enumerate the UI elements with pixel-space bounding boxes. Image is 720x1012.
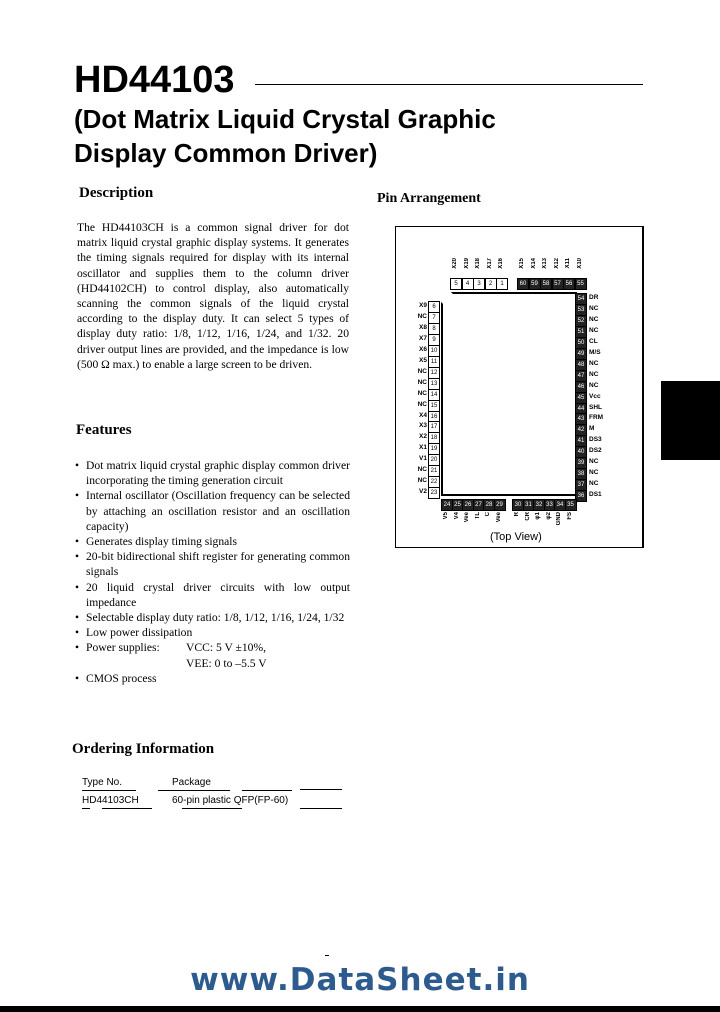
pin-box: 2 (485, 278, 497, 290)
pin-label: NC (417, 312, 427, 320)
page-subtitle (74, 102, 496, 170)
pin-box: 42 (575, 424, 587, 436)
pin-box: 29 (494, 499, 506, 511)
pin-box: 6 (428, 301, 440, 313)
pin-label: M (589, 425, 595, 433)
pin-box: 21 (428, 465, 440, 477)
feature-item-power (75, 640, 350, 670)
pin-box: 18 (428, 432, 440, 444)
pin-label: NC (589, 315, 599, 323)
pin-label: Vee (464, 512, 470, 523)
pin-label: DS1 (589, 491, 602, 499)
pin-label: V1 (419, 455, 427, 463)
pin-label: NC (417, 378, 427, 386)
pin-label: DR (589, 294, 599, 301)
description-heading: Description (79, 185, 154, 201)
vcc-spec: VCC: 5 V ±10%, (186, 641, 267, 655)
pin-box: 12 (428, 367, 440, 379)
title-rule-divider (255, 84, 643, 85)
pin-box: 44 (575, 403, 587, 415)
pin-box: 45 (575, 392, 587, 404)
pin-arrangement-heading: Pin Arrangement (377, 191, 481, 206)
pin-label: NC (589, 326, 599, 334)
column-header-package: Package (172, 777, 211, 788)
pin-box: 43 (575, 413, 587, 425)
pin-box: 59 (529, 278, 541, 290)
feature-item: • 20 liquid crystal driver circuits with low output impedance (75, 580, 350, 610)
pin-box: 4 (462, 278, 474, 290)
pin-label: X18 (475, 258, 481, 269)
pin-label: NC (417, 367, 427, 375)
features-list (75, 458, 350, 686)
pin-box: 48 (575, 359, 587, 371)
pin-box: 19 (428, 443, 440, 455)
dash-mark (325, 955, 329, 956)
pin-label: V2 (419, 488, 427, 496)
pin-box: 3 (473, 278, 485, 290)
pin-label: C (485, 512, 491, 517)
pin-label: X12 (553, 258, 560, 269)
pin-label: NC (417, 466, 427, 474)
pin-label: X3 (419, 422, 427, 430)
pin-label: GND (556, 512, 562, 526)
pin-box: 35 (565, 499, 577, 511)
pin-box: 25 (452, 499, 464, 511)
pin-box: 47 (575, 370, 587, 382)
feature-item: • Selectable display duty ratio: 1/8, 1/12, 1/16, 1/24, 1/32 (75, 610, 350, 625)
pin-label: NC (589, 304, 599, 312)
pin-box: 24 (441, 499, 453, 511)
pin-box: 41 (575, 435, 587, 447)
pin-box: 7 (428, 312, 440, 324)
pin-label: X10 (576, 258, 583, 269)
description-text: The HD44103CH is a common signal driver for dot matrix liquid crystal graphic display systems. It generates the timing signals required for display with its internal oscillator and supplies them to the column driver (HD44102CH) to control display, also automatically scanning the common signals of the liquid crystal according to the display duty. It can select 5 types of display duty ratio: 1/8, 1/12, 1/16, 1/24, and 1/32. 20 driver output lines are provided, and the impedance is low (500 Ω max.) to enable a large screen to be driven. (77, 221, 349, 371)
pin-box: 13 (428, 378, 440, 390)
pin-label: R (514, 512, 520, 517)
pin-label: NC (589, 359, 599, 367)
pin-box: 26 (462, 499, 474, 511)
pin-label: DS3 (589, 436, 602, 444)
pin-label: FRM (589, 414, 604, 422)
pin-label: CL (589, 337, 598, 345)
pin-box: 1 (496, 278, 508, 290)
pin-label: X15 (519, 258, 525, 269)
pin-box: 49 (575, 348, 587, 360)
pin-box: 27 (473, 499, 485, 511)
pin-box: 30 (512, 499, 524, 511)
pin-label: NC (589, 480, 599, 488)
pin-box: 39 (575, 457, 587, 469)
pin-label: M/S (589, 348, 601, 356)
pin-label: NC (417, 400, 427, 408)
pin-label: X17 (486, 258, 493, 269)
pin-label: Vee (495, 512, 502, 523)
pin-label: X2 (419, 433, 427, 441)
pin-box: 46 (575, 381, 587, 393)
pin-box: 9 (428, 334, 440, 346)
pin-label: φ2 (545, 512, 552, 520)
pin-label: NC (417, 477, 427, 485)
pin-box: 34 (554, 499, 566, 511)
pin-box: 60 (517, 278, 529, 290)
pin-box: 31 (523, 499, 535, 511)
chip-body (441, 292, 577, 496)
pin-label: X8 (419, 323, 427, 331)
pin-box: 57 (552, 278, 564, 290)
pin-box: 10 (428, 345, 440, 357)
pin-label: NC (589, 381, 599, 389)
pin-label: TL (474, 512, 481, 520)
pin-box: 58 (540, 278, 552, 290)
pin-box: 51 (575, 326, 587, 338)
pin-box: 53 (575, 304, 587, 316)
pin-label: DS2 (589, 447, 602, 455)
pin-label: X13 (542, 258, 548, 269)
table-cell-type-no: HD44103CH (82, 795, 139, 806)
pin-box: 17 (428, 421, 440, 433)
pin-label: NC (589, 370, 599, 378)
pin-label: φ1 (535, 512, 541, 520)
pin-label: X9 (419, 302, 427, 309)
power-supplies-label: • Power supplies: (86, 641, 160, 655)
table-cell-package: 60-pin plastic QFP(FP-60) (172, 795, 289, 806)
feature-item: • Generates display timing signals (75, 534, 350, 549)
pin-box: 28 (483, 499, 495, 511)
pin-box: 20 (428, 454, 440, 466)
section-thumb-tab (661, 381, 720, 460)
feature-item: • 20-bit bidirectional shift register for generating common signals (75, 549, 350, 579)
pin-box: 36 (575, 490, 587, 502)
pin-label: X4 (419, 411, 427, 419)
pin-label: V4 (453, 512, 460, 520)
subtitle-line-1: (Dot Matrix Liquid Crystal Graphic (74, 104, 496, 134)
pin-label: NC (589, 469, 599, 477)
bottom-bar (0, 1006, 720, 1012)
pin-box: 32 (533, 499, 545, 511)
pin-box: 16 (428, 411, 440, 423)
pin-box: 14 (428, 389, 440, 401)
pin-label: SHL (589, 403, 602, 411)
ordering-table (82, 777, 347, 817)
pin-box: 52 (575, 315, 587, 327)
pin-label: NC (589, 458, 599, 466)
pin-label: X19 (463, 258, 470, 269)
feature-item: • Internal oscillator (Oscillation frequency can be selected by attaching an oscillation resistor and an oscillation capacity) (75, 488, 350, 534)
pin-label: FS (566, 512, 573, 520)
pin-box: 23 (428, 487, 440, 499)
pin-label: X14 (530, 258, 537, 269)
pin-box: 54 (575, 293, 587, 305)
pin-label: NC (417, 389, 427, 397)
pin-label: X16 (498, 258, 504, 269)
pin-label: X11 (565, 258, 571, 269)
pin-label: Vcc (589, 392, 601, 400)
subtitle-line-2: Display Common Driver) (74, 138, 378, 168)
pin-label: V5 (443, 512, 449, 520)
ordering-heading: Ordering Information (72, 741, 215, 757)
pin-box: 40 (575, 446, 587, 458)
pin-box: 37 (575, 479, 587, 491)
feature-item: • CMOS process (75, 671, 350, 686)
part-number-title: HD44103 (74, 59, 235, 101)
features-heading: Features (76, 422, 132, 438)
pin-box: 11 (428, 356, 440, 368)
pin-box: 8 (428, 323, 440, 335)
pin-box: 15 (428, 400, 440, 412)
vee-spec: VEE: 0 to –5.5 V (186, 656, 267, 670)
top-view-caption: (Top View) (490, 531, 542, 543)
feature-item: • Low power dissipation (75, 625, 350, 640)
pin-box: 5 (450, 278, 462, 290)
pin-box: 22 (428, 476, 440, 488)
pin-label: CR (524, 512, 531, 521)
watermark-link[interactable]: www.DataSheet.in (190, 962, 530, 998)
pin-box: 50 (575, 337, 587, 349)
pin-label: X1 (419, 444, 427, 452)
pin-label: X5 (419, 356, 427, 364)
pin-box: 38 (575, 468, 587, 480)
pin-label: X7 (419, 334, 427, 342)
pin-box: 33 (544, 499, 556, 511)
feature-item: • Dot matrix liquid crystal graphic display common driver incorporating the timing generation circuit (75, 458, 350, 488)
pin-label: X6 (419, 345, 427, 353)
column-header-type: Type No. (82, 777, 123, 788)
pin-box: 55 (575, 278, 587, 290)
pin-box: 56 (563, 278, 575, 290)
pin-label: X20 (452, 258, 458, 269)
